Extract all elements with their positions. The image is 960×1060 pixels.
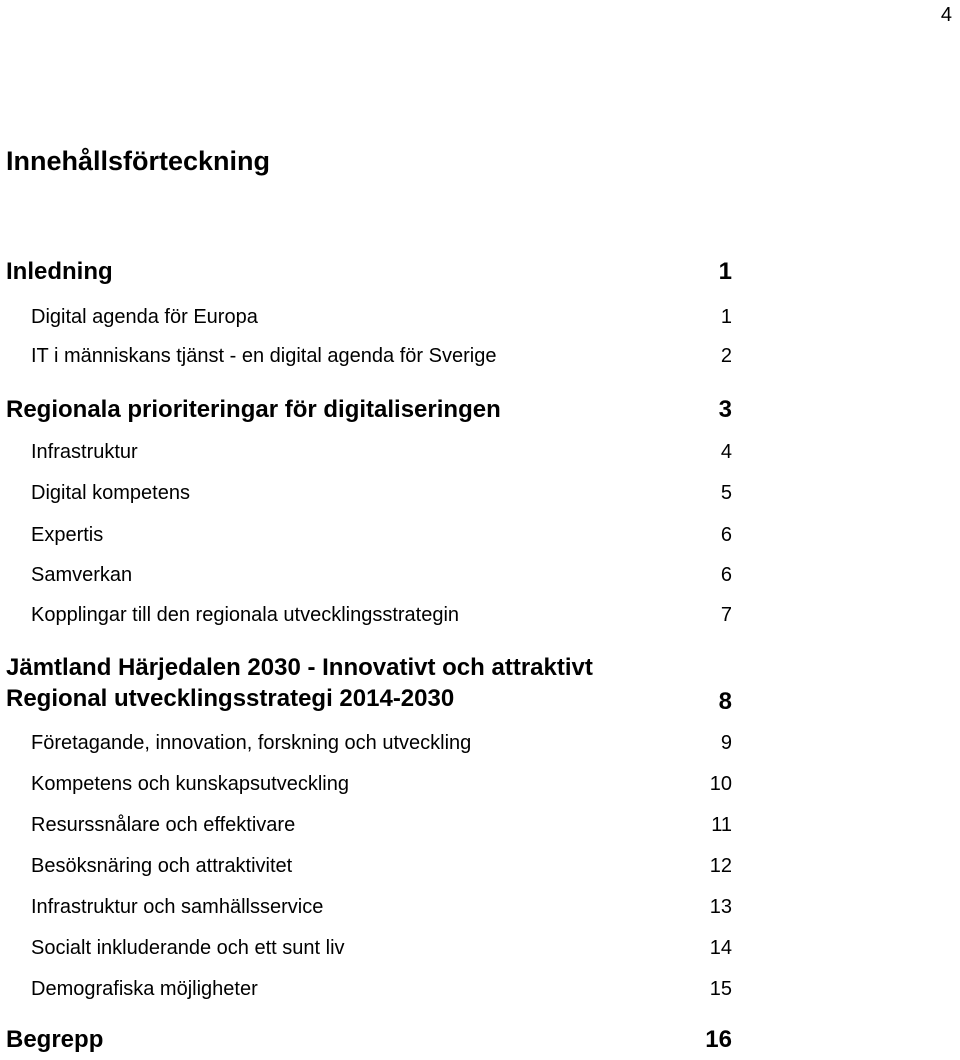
toc-entry-title: Infrastruktur [31,441,138,463]
toc-entry-title: Inledning [6,258,113,285]
toc-entry-title: Begrepp [6,1026,104,1053]
toc-entry-page: 1 [720,306,732,328]
toc-entry-page: 12 [709,855,732,877]
table-of-contents [6,0,736,1060]
toc-entry-page: 11 [711,814,732,836]
toc-entry-page: 3 [718,396,732,423]
toc-entry-page: 8 [718,688,732,715]
toc-entry-title: Företagande, innovation, forskning och utveckling [31,732,472,754]
toc-entry-title: Infrastruktur och samhällsservice [31,896,324,918]
toc-entry-title: IT i människans tjänst - en digital agenda för Sverige [31,345,497,367]
toc-entry-title: Digital agenda för Europa [31,306,258,328]
toc-entry-page: 9 [720,732,732,754]
toc-entry-title: Resurssnålare och effektivare [31,814,296,836]
toc-entry-title: Besöksnäring och attraktivitet [31,855,293,877]
toc-entry-title: Socialt inkluderande och ett sunt liv [31,937,345,959]
toc-entry-title-line: Regional utvecklingsstrategi 2014-2030 [6,685,455,712]
toc-entry-page: 2 [720,345,732,367]
toc-entry-page: 1 [718,258,732,285]
toc-entry-page: 10 [709,773,732,795]
toc-entry-title: Samverkan [31,564,133,586]
toc-entry-page: 6 [720,524,732,546]
toc-entry-title: Regionala prioriteringar för digitaliseringen [6,396,501,423]
toc-entry-title: Kompetens och kunskapsutveckling [31,773,349,795]
toc-entry-page: 14 [709,937,732,959]
toc-entry-page: 7 [720,604,732,626]
toc-entry-title: Demografiska möjligheter [31,978,258,1000]
toc-entry-page: 4 [720,441,732,463]
toc-entry-title: Digital kompetens [31,482,190,504]
toc-entry-page: 15 [709,978,732,1000]
toc-entry-title: Expertis [31,524,104,546]
toc-entry-page: 5 [720,482,732,504]
toc-entry-title [6,652,593,714]
toc-entry-title-line: Jämtland Härjedalen 2030 - Innovativt och attraktivt [6,654,593,681]
page-number: 4 [940,4,952,26]
page-title: Innehållsförteckning [6,146,271,176]
toc-entry-page: 16 [705,1026,732,1053]
toc-entry-page: 6 [720,564,732,586]
toc-entry-page: 13 [709,896,732,918]
toc-entry-title: Kopplingar till den regionala utvecklingsstrategin [31,604,460,626]
